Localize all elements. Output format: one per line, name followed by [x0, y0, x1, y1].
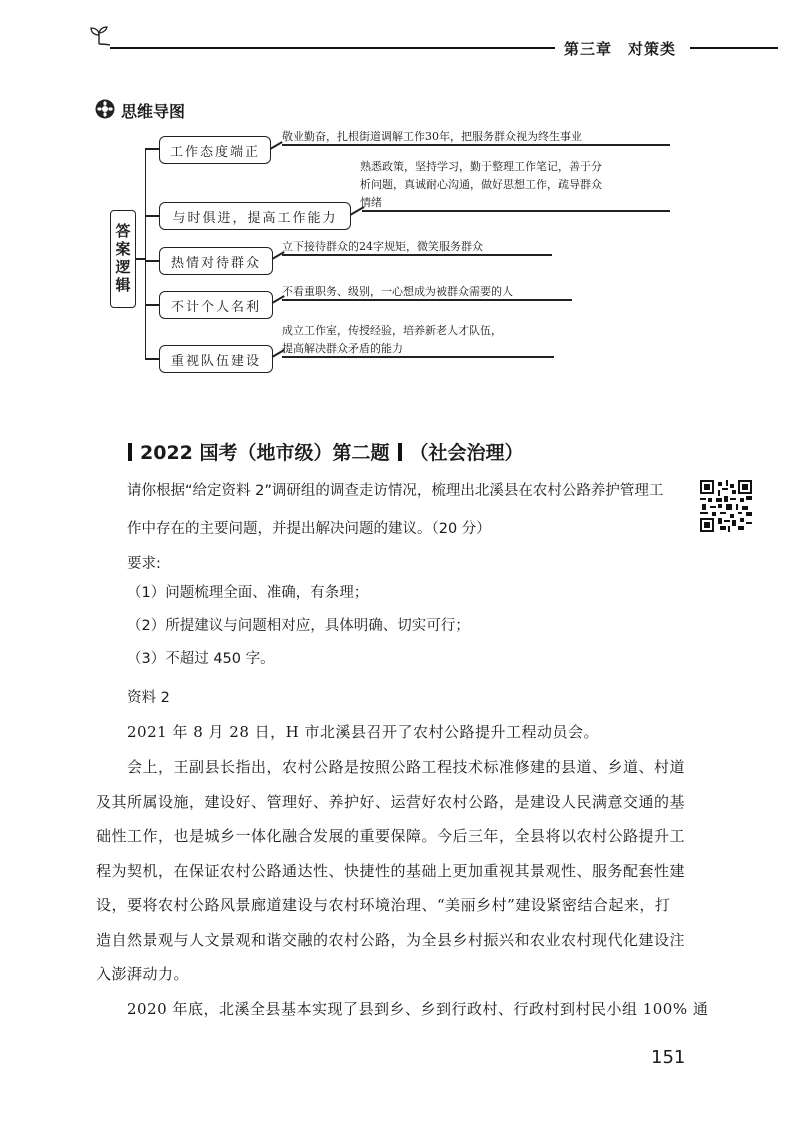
requirement-item: （1）问题梳理全面、准确，有条理；	[127, 585, 369, 601]
sprout-icon	[88, 24, 110, 46]
leaf-text: 提高解决群众矛盾的能力	[282, 342, 403, 355]
branch-connector	[145, 304, 159, 306]
leaf-underline	[362, 210, 670, 212]
question-heading-main: 2022 国考（地市级）第二题	[140, 442, 390, 464]
leaf-text: 敬业勤奋，扎根街道调解工作30年，把服务群众视为终生事业	[282, 130, 582, 143]
leaf-text: 析问题，真诚耐心沟通，做好思想工作，疏导群众	[360, 178, 602, 191]
leaf-text: 成立工作室，传授经验，培养新老人才队伍，	[282, 324, 502, 337]
leaf-text: 熟悉政策，坚持学习，勤于整理工作笔记，善于分	[360, 160, 602, 173]
leaf-underline	[282, 299, 572, 301]
question-prompt-line: 请你根据“给定资料 2”调研组的调查走访情况，梳理出北溪县在农村公路养护管理工	[127, 483, 664, 499]
branch-node: 工作态度端正	[159, 136, 271, 164]
leaf-underline	[282, 144, 670, 146]
branch-node: 重视队伍建设	[159, 345, 273, 373]
heading-bar	[398, 443, 402, 461]
requirement-item: （3）不超过 450 字。	[127, 651, 275, 667]
flower-badge-icon	[95, 99, 115, 119]
branch-bracket	[145, 148, 158, 358]
requirement-item: （2）所提建议与问题相对应，具体明确、切实可行；	[127, 618, 470, 634]
branch-connector	[145, 260, 159, 262]
material-paragraph-line: 会上，王副县长指出，农村公路是按照公路工程技术标准修建的县道、乡道、村道	[127, 758, 686, 776]
material-paragraph: 2020 年底，北溪全县基本实现了县到乡、乡到行政村、行政村到村民小组 100% 通	[127, 1000, 709, 1018]
leaf-connector	[270, 141, 283, 149]
branch-node: 与时俱进，提高工作能力	[159, 202, 351, 230]
mindmap-title: 思维导图	[121, 102, 186, 121]
material-paragraph-line: 础性工作，也是城乡一体化融合发展的重要保障。今后三年，全县将以农村公路提升工	[96, 827, 686, 845]
branch-connector	[145, 358, 159, 360]
heading-bar	[128, 443, 132, 461]
material-paragraph-line: 程为契机，在保证农村公路通达性、快捷性的基础上更加重视其景观性、服务配套性建	[96, 862, 686, 880]
branch-connector	[145, 148, 159, 150]
branch-node: 不计个人名利	[159, 291, 273, 319]
leaf-underline	[282, 356, 554, 358]
header-rule-right	[690, 47, 778, 49]
material-paragraph-line: 入澎湃动力。	[96, 965, 190, 983]
header-rule-left	[110, 47, 555, 49]
material-paragraph-line: 造自然景观与人文景观和谐交融的农村公路，为全县乡村振兴和农业农村现代化建设注	[96, 931, 686, 949]
leaf-underline	[282, 254, 552, 256]
question-prompt-line: 作中存在的主要问题，并提出解决问题的建议。（20 分）	[127, 521, 491, 537]
mindmap-root: 答案逻辑	[110, 210, 136, 308]
leaf-text: 立下接待群众的24字规矩，微笑服务群众	[282, 240, 483, 253]
question-heading-tag: （社会治理）	[409, 442, 524, 464]
material-paragraph-line: 设，要将农村公路风景廊道建设与农村环境治理、“美丽乡村”建设紧密结合起来，打	[96, 896, 671, 914]
leaf-text: 不看重职务、级别，一心想成为被群众需要的人	[282, 285, 513, 298]
leaf-text: 情绪	[360, 196, 382, 209]
qr-code-icon	[700, 480, 752, 532]
root-connector	[135, 258, 145, 260]
material-label: 资料 2	[127, 690, 170, 706]
question-heading	[128, 438, 524, 465]
chapter-title: 第三章 对策类	[564, 40, 677, 58]
page-number: 151	[651, 1047, 686, 1068]
branch-connector	[145, 215, 159, 217]
requirements-label: 要求:	[127, 556, 161, 572]
material-paragraph-line: 及其所属设施，建设好、管理好、养护好、运营好农村公路，是建设人民满意交通的基	[96, 793, 686, 811]
material-paragraph: 2021 年 8 月 28 日，H 市北溪县召开了农村公路提升工程动员会。	[127, 723, 599, 741]
branch-node: 热情对待群众	[159, 247, 273, 275]
